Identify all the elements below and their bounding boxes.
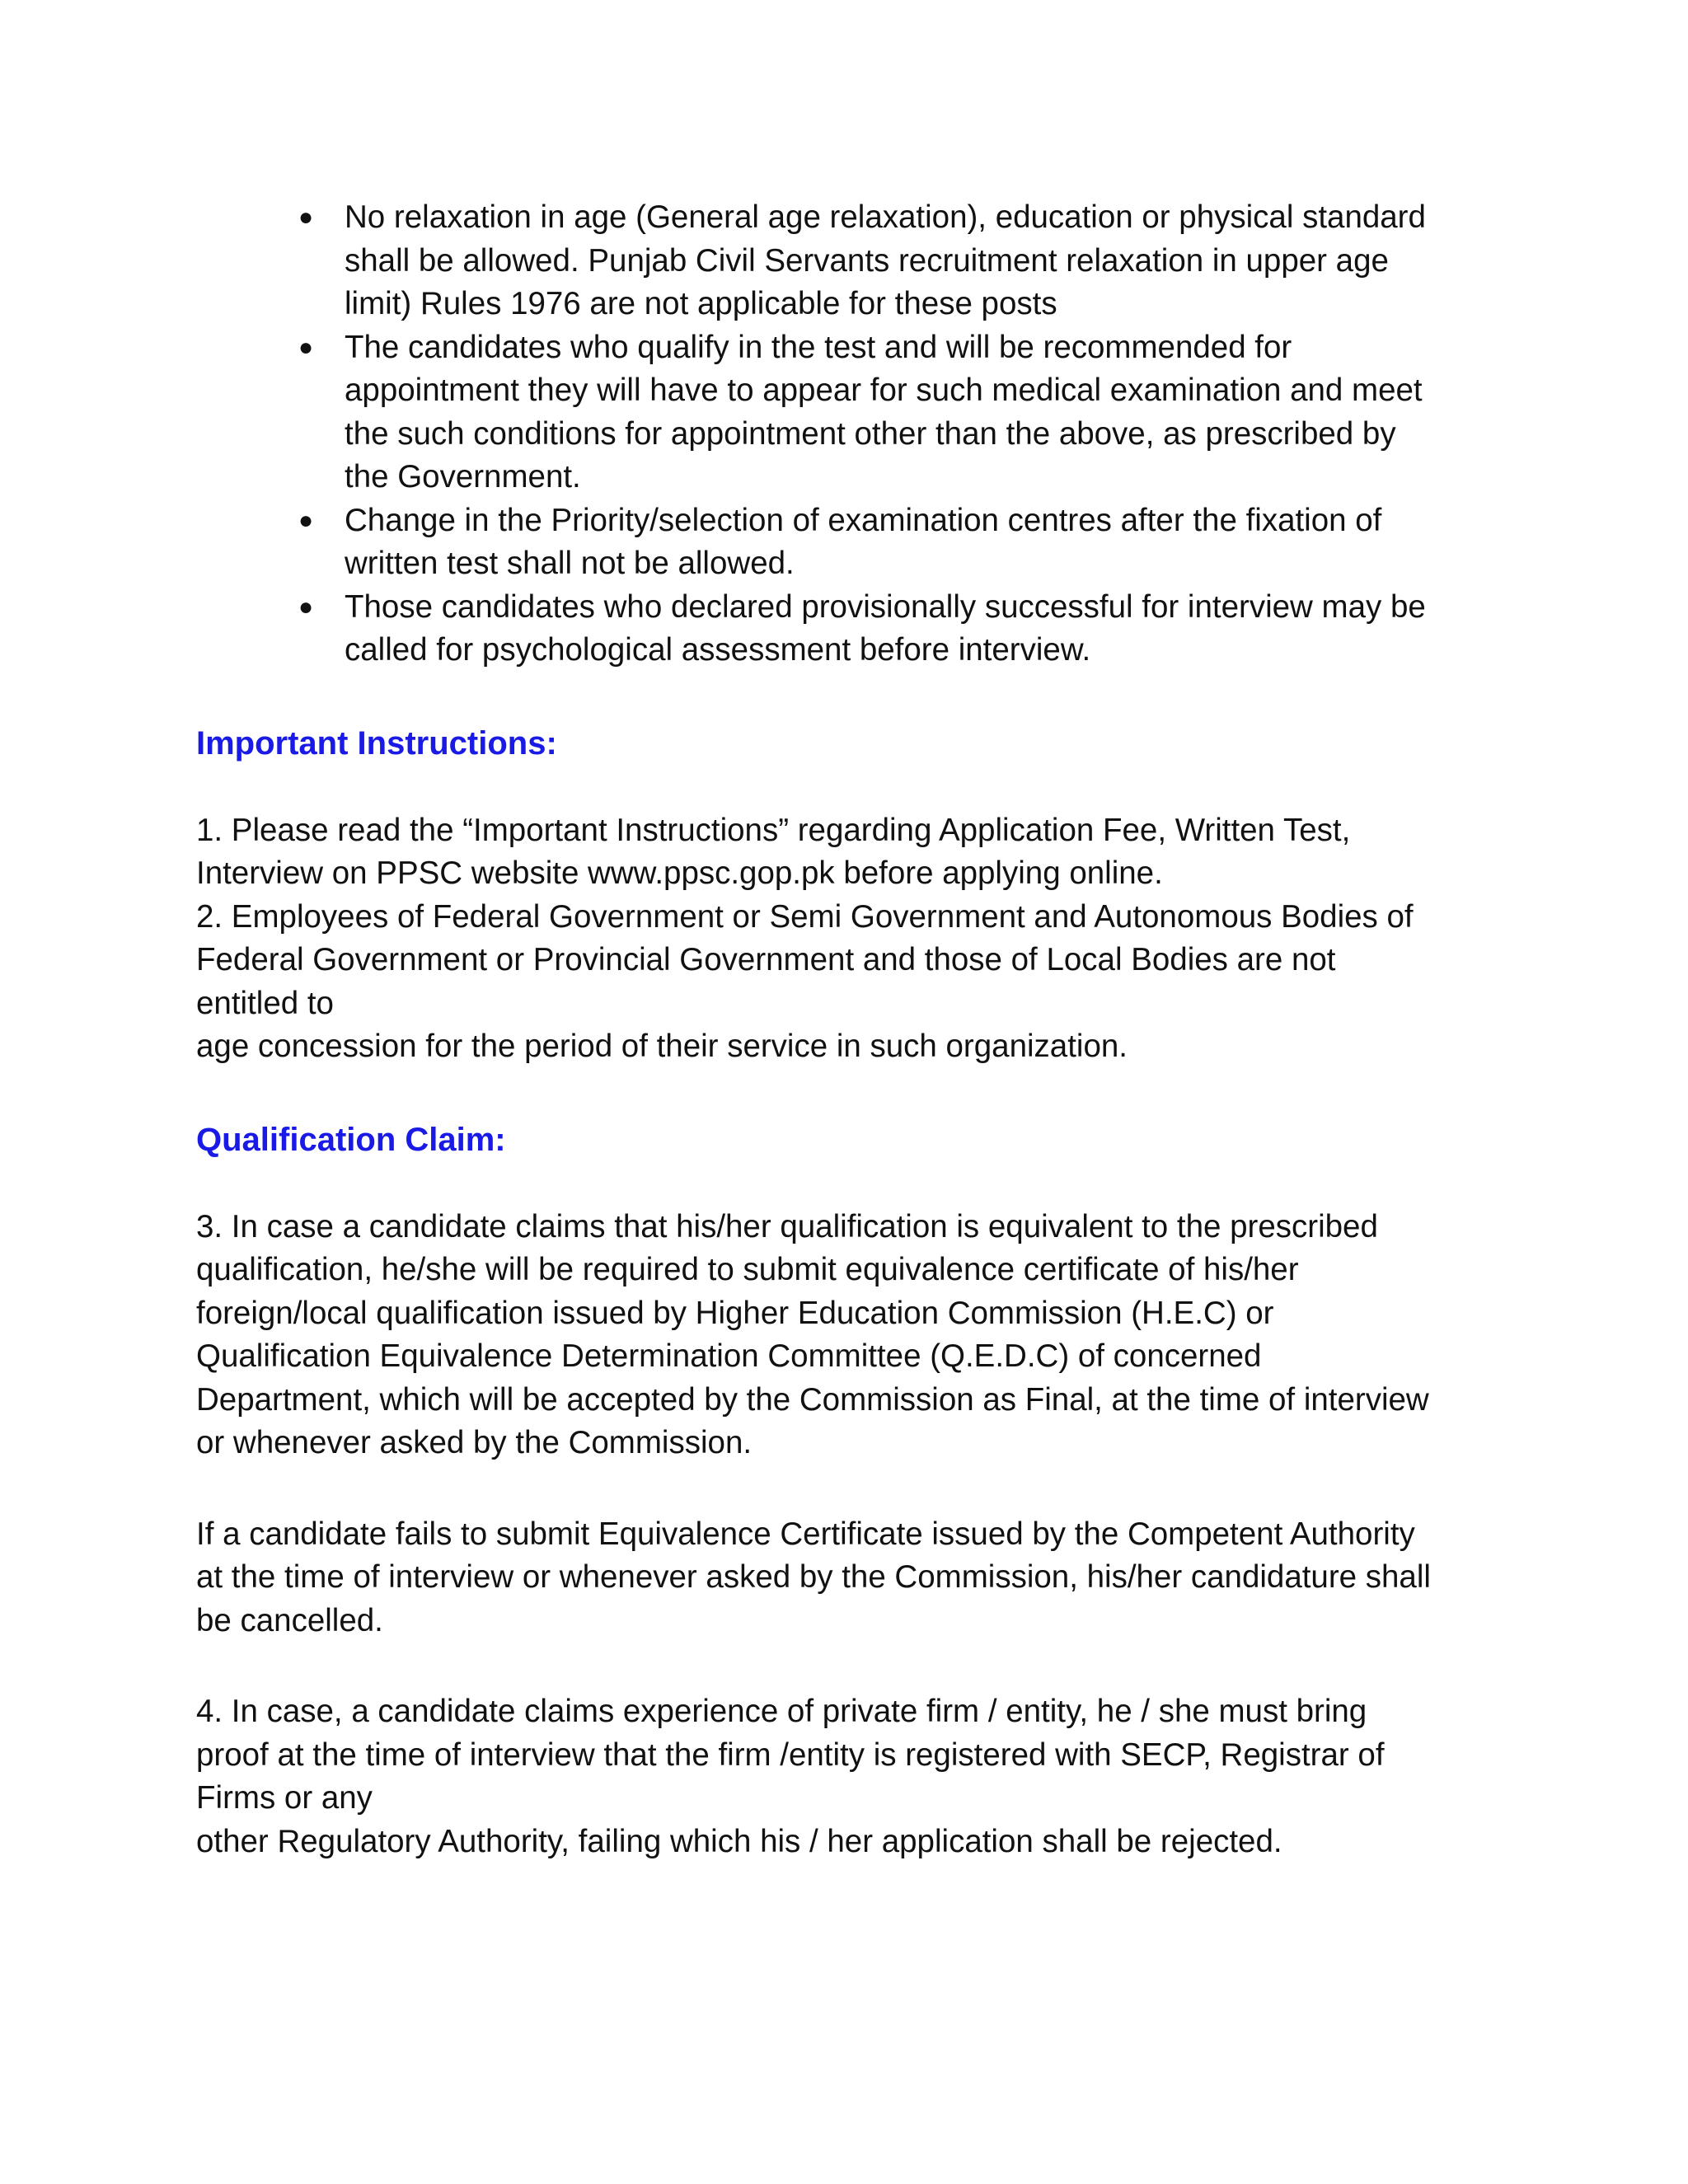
qualification-claim-heading: Qualification Claim: — [196, 1121, 506, 1158]
text-line: No relaxation in age (General age relaxation), education or physical standard — [345, 199, 1426, 235]
qualification-paragraph-3 — [196, 1206, 1498, 1465]
text-line: Interview on PPSC website www.ppsc.gop.pk before applying online. — [196, 855, 1163, 891]
bullet-icon: ● — [298, 204, 314, 231]
text-line: 3. In case a candidate claims that his/her qualification is equivalent to the prescribed — [196, 1208, 1378, 1244]
text-line: Federal Government or Provincial Government and those of Local Bodies are not — [196, 942, 1336, 977]
list-item — [298, 326, 1498, 499]
text-line: entitled to — [196, 985, 334, 1021]
text-line: the Government. — [345, 459, 581, 494]
text-line: age concession for the period of their service in such organization. — [196, 1029, 1128, 1064]
text-line: at the time of interview or whenever asked by the Commission, his/her candidature shall — [196, 1559, 1431, 1595]
instruction-paragraph-1 — [196, 809, 1498, 896]
list-item — [298, 586, 1498, 673]
list-item — [298, 196, 1498, 326]
text-line: shall be allowed. Punjab Civil Servants recruitment relaxation in upper age — [345, 242, 1389, 279]
instruction-paragraph-2 — [196, 896, 1498, 1069]
text-line: 1. Please read the “Important Instructions” regarding Application Fee, Written Test, — [196, 812, 1351, 848]
text-line: 4. In case, a candidate claims experience of private firm / entity, he / she must bring — [196, 1694, 1367, 1729]
text-line: called for psychological assessment before interview. — [345, 632, 1091, 668]
text-line: Qualification Equivalence Determination Committee (Q.E.D.C) of concerned — [196, 1338, 1262, 1374]
text-line: other Regulatory Authority, failing which his / her application shall be rejected. — [196, 1823, 1282, 1859]
list-item — [298, 499, 1498, 586]
text-line: Those candidates who declared provisionally successful for interview may be — [345, 588, 1426, 625]
text-line: Department, which will be accepted by the Commission as Final, at the time of interview — [196, 1381, 1429, 1418]
text-line: Change in the Priority/selection of examination centres after the fixation of — [345, 502, 1382, 538]
qualification-failure-paragraph — [196, 1513, 1498, 1643]
document-page — [196, 196, 1498, 1863]
bullet-list — [196, 196, 1498, 673]
text-line: or whenever asked by the Commission. — [196, 1425, 753, 1460]
text-line: written test shall not be allowed. — [345, 546, 795, 581]
bullet-icon: ● — [298, 593, 314, 621]
text-line: the such conditions for appointment other than the above, as prescribed by — [345, 415, 1396, 452]
text-line: appointment they will have to appear for such medical examination and meet — [345, 373, 1423, 408]
text-line: If a candidate fails to submit Equivalence Certificate issued by the Competent Authority — [196, 1516, 1415, 1552]
bullet-icon: ● — [298, 506, 314, 534]
text-line: be cancelled. — [196, 1602, 383, 1638]
qualification-paragraph-4 — [196, 1690, 1498, 1863]
text-line: Firms or any — [196, 1780, 373, 1816]
text-line: proof at the time of interview that the firm /entity is registered with SECP, Registrar of — [196, 1736, 1385, 1773]
text-line: foreign/local qualification issued by Higher Education Commission (H.E.C) or — [196, 1295, 1274, 1331]
text-line: 2. Employees of Federal Government or Semi Government and Autonomous Bodies of — [196, 898, 1414, 935]
text-line: The candidates who qualify in the test and will be recommended for — [345, 329, 1292, 365]
important-instructions-heading: Important Instructions: — [196, 724, 557, 762]
bullet-icon: ● — [298, 333, 314, 361]
text-line: limit) Rules 1976 are not applicable for these posts — [345, 286, 1057, 321]
text-line: qualification, he/she will be required to submit equivalence certificate of his/her — [196, 1252, 1299, 1287]
